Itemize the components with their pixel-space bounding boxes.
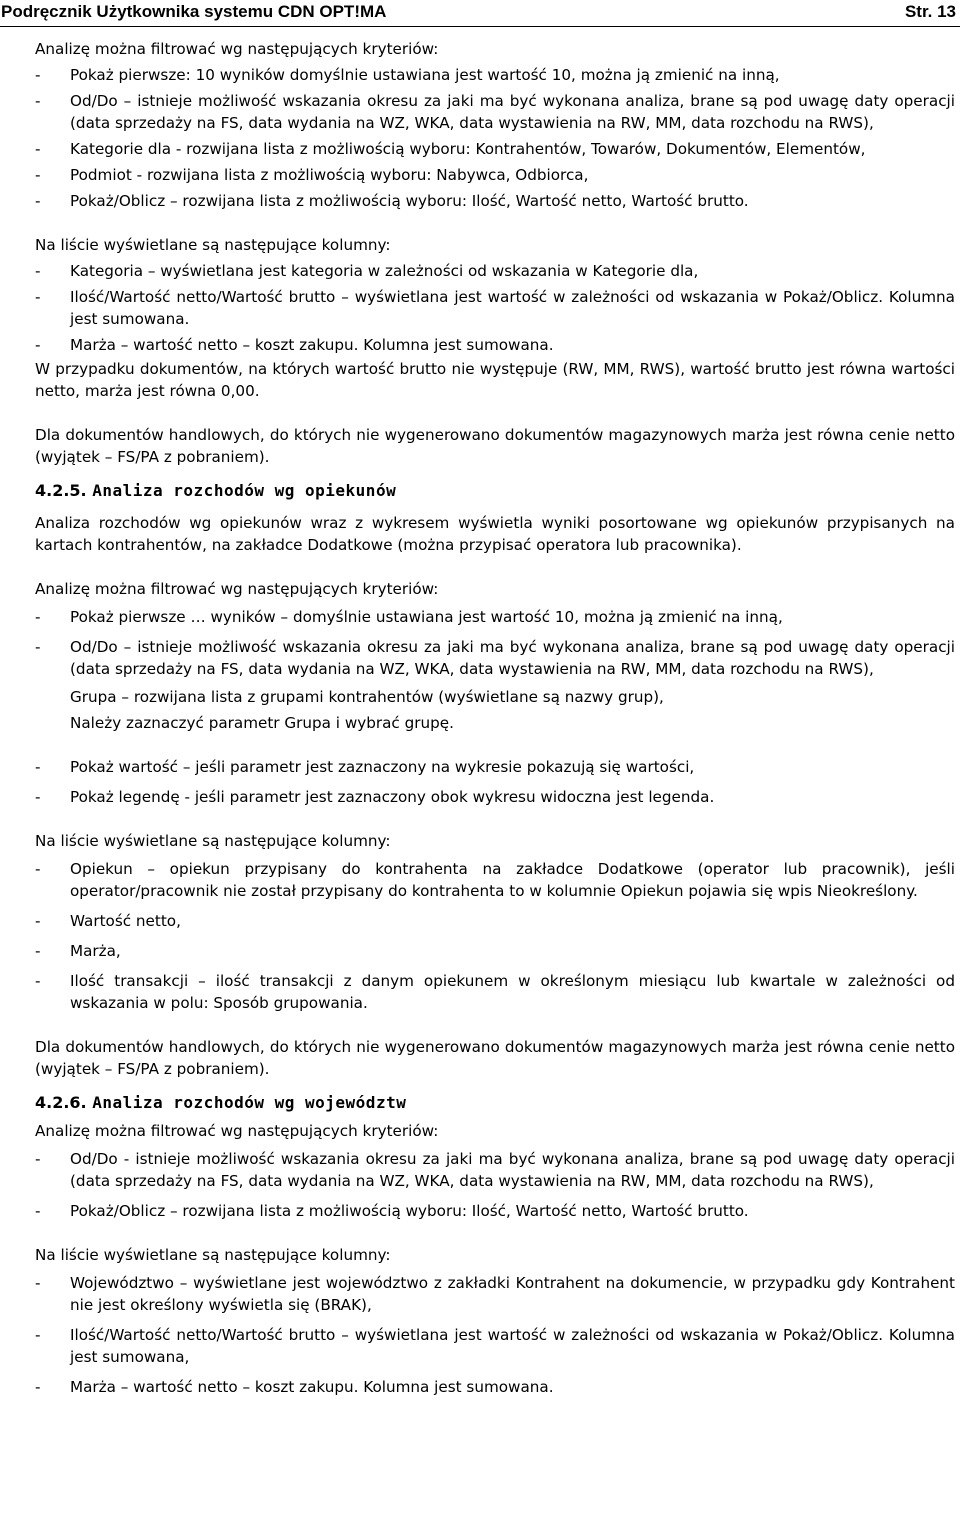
list-item: - Marża – wartość netto – koszt zakupu. Kolumna jest sumowana. [35,334,955,356]
list-item: - Podmiot - rozwijana lista z możliwością wyboru: Nabywca, Odbiorca, [35,164,955,186]
list-item: - Kategoria – wyświetlana jest kategoria w zależności od wskazania w Kategorie dla, [35,260,955,282]
filter-intro: Analizę można filtrować wg następujących kryteriów: [35,40,439,58]
list-item: - Od/Do – istnieje możliwość wskazania okresu za jaki ma być wykonana analiza, brane są pod uwagę daty operacji (data sprzedaży na FS, data wydania na WZ, WKA, data wystawienia na RW, MM, data rozchodu na RWS), [35,636,955,680]
section-description: Analiza rozchodów wg opiekunów wraz z wykresem wyświetla wyniki posortowane wg opiekunów przypisanych na kartach kontrahentów, na zakładce Dodatkowe (można przypisać operatora lub pracownika). [35,514,955,554]
list-item: - Marża, [35,940,955,962]
section-number: 4.2.6. [35,1093,87,1112]
columns-list [35,1272,955,1398]
filter-list [35,1148,955,1222]
list-item: - Od/Do – istnieje możliwość wskazania okresu za jaki ma być wykonana analiza, brane są pod uwagę daty operacji (data sprzedaży na FS, data wydania na WZ, WKA, data wystawienia na RW, MM, data rozchodu na RWS), [35,90,955,134]
list-item: - Kategorie dla - rozwijana lista z możliwością wyboru: Kontrahentów, Towarów, Dokumentów, Elementów, [35,138,955,160]
note-paragraph: W przypadku dokumentów, na których wartość brutto nie występuje (RW, MM, RWS), wartość brutto jest równa wartości netto, marża jest równa 0,00. [35,360,955,400]
filter-intro: Analizę można filtrować wg następujących kryteriów: [35,1122,439,1140]
grupa-line: Grupa – rozwijana lista z grupami kontrahentów (wyświetlane są nazwy grup), [70,688,664,706]
nalezy-line: Należy zaznaczyć parametr Grupa i wybrać grupę. [70,714,454,732]
section-heading [35,480,955,502]
page-content [35,38,955,1398]
list-item: - Pokaż/Oblicz – rozwijana lista z możliwością wyboru: Ilość, Wartość netto, Wartość brutto. [35,1200,955,1222]
list-item: - Od/Do - istnieje możliwość wskazania okresu za jaki ma być wykonana analiza, brane są pod uwagę daty operacji (data sprzedaży na FS, data wydania na WZ, WKA, data wystawienia na RW, MM, data rozchodu na RWS), [35,1148,955,1192]
list-item: - Opiekun – opiekun przypisany do kontrahenta na zakładce Dodatkowe (operator lub pracownik), jeśli operator/pracownik nie został przypisany do kontrahenta to w kolumnie Opiekun pojawia się wpis Nieokreślony. [35,858,955,902]
columns-intro: Na liście wyświetlane są następujące kolumny: [35,832,391,850]
list-item: - Pokaż wartość – jeśli parametr jest zaznaczony na wykresie pokazują się wartości, [35,756,955,778]
options-list [35,756,955,808]
columns-intro: Na liście wyświetlane są następujące kolumny: [35,236,391,254]
columns-intro: Na liście wyświetlane są następujące kolumny: [35,1246,391,1264]
list-item: - Pokaż legendę - jeśli parametr jest zaznaczony obok wykresu widoczna jest legenda. [35,786,955,808]
list-item: - Województwo – wyświetlane jest województwo z zakładki Kontrahent na dokumencie, w przypadku gdy Kontrahent nie jest określony wyświetla się (BRAK), [35,1272,955,1316]
list-item: - Ilość/Wartość netto/Wartość brutto – wyświetlana jest wartość w zależności od wskazania w Pokaż/Oblicz. Kolumna jest sumowana. [35,286,955,330]
header-title: Podręcznik Użytkownika systemu CDN OPT!MA [1,2,387,21]
list-item: - Wartość netto, [35,910,955,932]
list-item: - Pokaż pierwsze: 10 wyników domyślnie ustawiana jest wartość 10, można ją zmienić na inną, [35,64,955,86]
note-paragraph: Dla dokumentów handlowych, do których nie wygenerowano dokumentów magazynowych marża jest równa cenie netto (wyjątek – FS/PA z pobraniem). [35,426,955,466]
list-item: - Pokaż/Oblicz – rozwijana lista z możliwością wyboru: Ilość, Wartość netto, Wartość brutto. [35,190,955,212]
filter-intro: Analizę można filtrować wg następujących kryteriów: [35,580,439,598]
columns-list [35,858,955,1014]
page-header [0,0,960,27]
note-paragraph: Dla dokumentów handlowych, do których nie wygenerowano dokumentów magazynowych marża jest równa cenie netto (wyjątek – FS/PA z pobraniem). [35,1038,955,1078]
columns-list [35,260,955,356]
section-title: Analiza rozchodów wg województw [92,1093,407,1112]
section-heading [35,1092,955,1114]
list-item: - Ilość transakcji – ilość transakcji z danym opiekunem w określonym miesiącu lub kwartale w zależności od wskazania w polu: Sposób grupowania. [35,970,955,1014]
filter-list [35,606,955,680]
filter-list [35,64,955,212]
list-item: - Marża – wartość netto – koszt zakupu. Kolumna jest sumowana. [35,1376,955,1398]
list-item: - Pokaż pierwsze … wyników – domyślnie ustawiana jest wartość 10, można ją zmienić na inną, [35,606,955,628]
section-title: Analiza rozchodów wg opiekunów [92,481,397,500]
page-number: Str. 13 [904,2,956,21]
list-item: - Ilość/Wartość netto/Wartość brutto – wyświetlana jest wartość w zależności od wskazania w Pokaż/Oblicz. Kolumna jest sumowana, [35,1324,955,1368]
section-number: 4.2.5. [35,481,87,500]
